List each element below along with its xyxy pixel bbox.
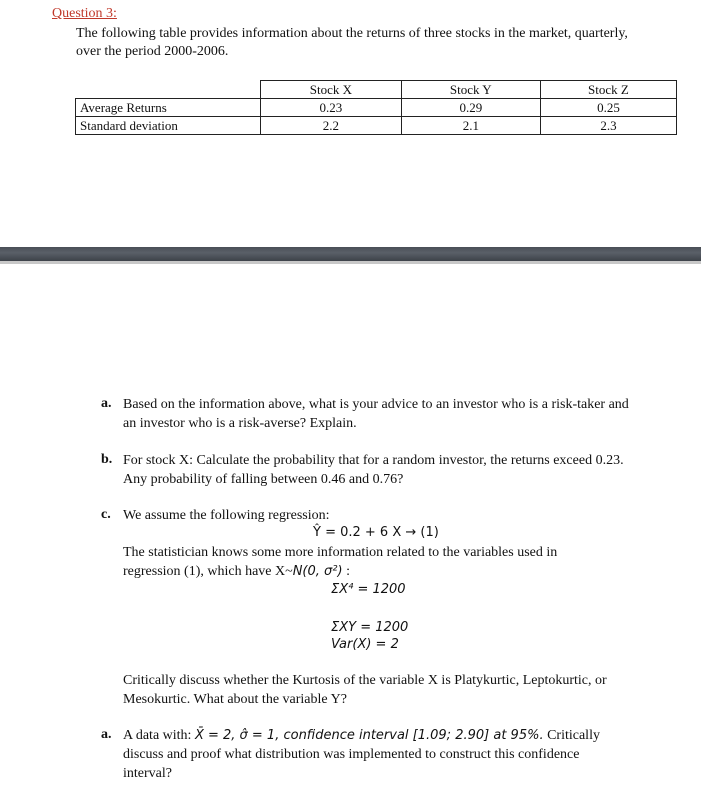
row-label-standard-deviation: Standard deviation: [76, 117, 261, 135]
cell-sd-x: 2.2: [261, 117, 402, 135]
normal-distribution: N(0, σ²): [292, 564, 343, 579]
cell-sd-y: 2.1: [401, 117, 540, 135]
cell-sd-z: 2.3: [540, 117, 676, 135]
cell-average-z: 0.25: [540, 99, 676, 117]
question-title: Question 3:: [52, 6, 117, 21]
table-row: [76, 117, 677, 135]
column-header-stock-z: Stock Z: [540, 81, 676, 99]
cell-average-y: 0.29: [401, 99, 540, 117]
item-a-text: Based on the information above, what is your advice to an investor who is a risk-taker and an investor who is a risk-averse? Explain.: [123, 397, 629, 431]
table-corner-cell: [76, 81, 261, 99]
table-row: [76, 99, 677, 117]
item-a2-rest: Critically discuss and proof what distribution was implemented to construct this confidence interval?: [123, 728, 600, 781]
page-divider-strip: [0, 261, 701, 264]
page-divider-bar: [0, 247, 701, 261]
item-b-letter: b.: [101, 452, 113, 467]
item-c-context-colon: :: [342, 564, 350, 579]
column-header-stock-y: Stock Y: [401, 81, 540, 99]
item-a2-math: X̄ = 2, σ̂ = 1, confidence interval [1.09; 2.90] at 95%.: [194, 728, 544, 743]
item-a2-text: [123, 726, 623, 783]
row-label-average-returns: Average Returns: [76, 99, 261, 117]
regression-equation: Ŷ = 0.2 + 6 X → (1): [313, 525, 439, 540]
item-b-text: For stock X: Calculate the probability that for a random investor, the returns exceed 0.23. Any probability of falling between 0.46 and 0.76?: [123, 453, 624, 487]
item-a2-letter: a.: [101, 727, 112, 742]
item-a2-lead: A data with:: [123, 728, 195, 743]
equation-var-x: Var(X) = 2: [331, 637, 399, 652]
item-c-context-text: The statistician knows some more information related to the variables used in regression (1), which have X~: [123, 545, 558, 579]
stocks-table: [75, 80, 677, 135]
equation-sum-xy: ΣXY = 1200: [331, 620, 409, 635]
table-header-row: [76, 81, 677, 99]
equation-sum-x4: ΣX⁴ = 1200: [331, 582, 406, 597]
column-header-stock-x: Stock X: [261, 81, 402, 99]
item-c-letter: c.: [101, 507, 111, 522]
item-c-context: [123, 543, 593, 581]
item-c-question: Critically discuss whether the Kurtosis of the variable X is Platykurtic, Leptokurtic, or Mesokurtic. What about the variable Y?: [123, 673, 607, 707]
item-c-intro: We assume the following regression:: [123, 508, 330, 523]
cell-average-x: 0.23: [261, 99, 402, 117]
question-intro: The following table provides information about the returns of three stocks in the market, quarterly, over the period 2000-2006.: [76, 26, 628, 59]
item-a-letter: a.: [101, 396, 112, 411]
